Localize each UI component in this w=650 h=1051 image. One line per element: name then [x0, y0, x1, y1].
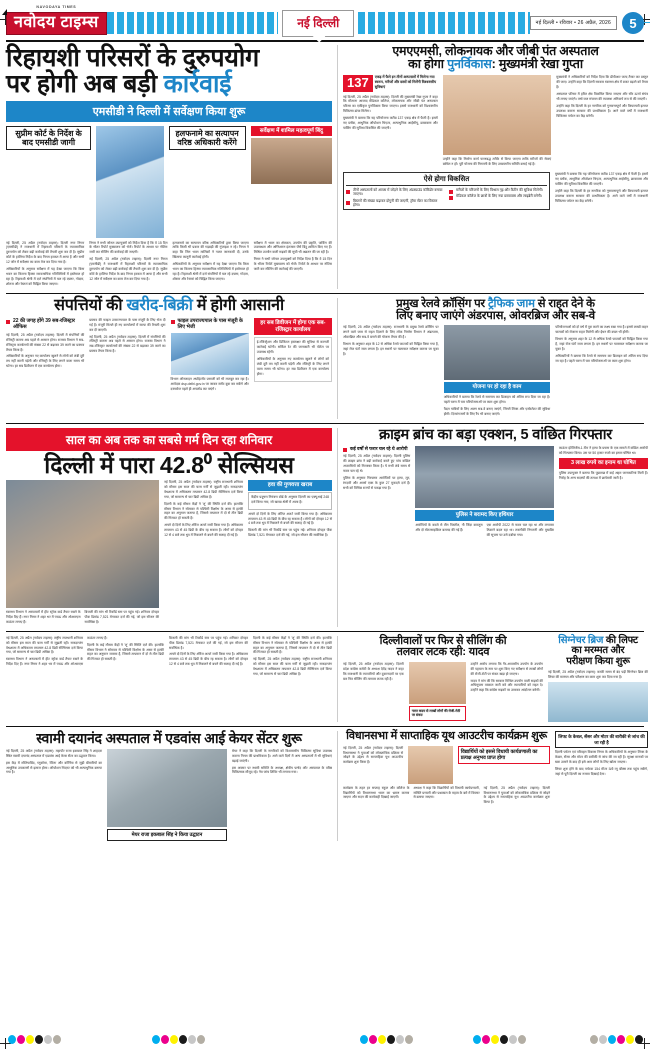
heat-story: [6, 428, 332, 627]
sealing-photo-yadav: [409, 662, 466, 704]
property-col-2: प्रस्ताव की फाइल उपराज्यपाल के पास मंजूरी के लिए भेज दी गई है। मंजूरी मिलते ही नए कार्यालयों में स्टाफ की तैनाती शुरू कर दी जाएगी। नई दिल्ली, 25 अप्रैल (नवोदय टाइम्स): दिल्ली में संपत्तियों की रजिस्ट्री कराना अब पहले से आसान होगा। राजस्व विभाग ने सब-रजिस्ट्रार कार्यालयों की संख्या 22 से बढ़ाकर 39 करने का प्रस्ताव तैयार किया है।: [89, 317, 166, 354]
railway-photo-traffic: [444, 325, 551, 380]
lead-subhead-2: हलफनामे का सत्यापन वरिष्ठ अधिकारी करेंगे: [169, 126, 246, 150]
property-row: [6, 318, 332, 394]
railway-col-2: योजना पर हो रहा है काम अधिकारियों ने बताया कि रेलवे से समन्वय कर डिजाइन को अंतिम रूप दिया जा रहा है। पहले चरण में चार परियोजनाओं पर काम शुरू होगा। पैदल यात्रियों के लिए अलग सब-वे बनाए जाएंगे, जिनमें लिफ्ट और एस्केलेटर की सुविधा होगी। दिव्यांगजनों के लिए रैंप भी बनाए जाएंगे।: [444, 325, 551, 419]
railway-headline-line2: लिए बनाए जाएंगे अंडरपास, ओवरब्रिज और सब-वे: [396, 310, 595, 322]
assembly-box-text: विद्यार्थियों को इससे विधायी कार्यप्रणाली का प्रत्यक्ष अनुभव प्राप्त होगा: [460, 748, 538, 761]
sealing-headline-line1: दिल्लीवालों पर फिर से सीलिंग की: [379, 634, 507, 647]
assembly-photo-speaker: [408, 746, 453, 784]
newspaper-logo[interactable]: [6, 4, 107, 35]
masthead-rule: [6, 40, 644, 42]
sealing-col-3: उन्होंने आरोप लगाया कि गैर-आवासीय उपयोग के उपयोग की पहचान के नाम पर शुरू किए गए सर्वेक्षण से लाखों लोगों की रोजी-रोटी पर संकट खड़ा हो जाएगा। यादव ने मांग की कि सरकार मिश्रित उपयोग वाली सड़कों की अधिसूचना तत्काल जारी करे और व्यापारियों को राहत दे। उन्होंने कहा कि कांग्रेस सड़कों पर उतरकर आंदोलन करेगी।: [470, 661, 543, 693]
lead-headline: [6, 45, 332, 98]
heat-cont-col-1: नई दिल्ली, 25 अप्रैल (नवोदय टाइम्स): राष्ट्रीय राजधानी शनिवार को मौसम इस साल की चरम गर्मी से जूझती रही। सफदरजंग वेधशाला में अधिकतम तापमान 42.8 डिग्री सेल्सियस दर्ज किया गया, जो सामान्य से चार डिग्री अधिक है। स्वास्थ्य विभाग ने अस्पतालों में हीट स्ट्रोक वार्ड तैयार रखने के निर्देश दिए हैं। नगर निगम ने शहर भर में प्याऊ और ओआरएस काउंटर लगाए हैं। दिल्ली के कई मौसम केंद्रों ने 'लू' की स्थिति दर्ज की। हालांकि मौसम विभाग ने सोमवार से पश्चिमी विक्षोभ के असर से हल्की राहत का अनुमान जताया है, जिससे तापमान में दो से तीन डिग्री की गिरावट हो सकती है।: [6, 635, 164, 667]
eye-headline: स्वामी दयानंद अस्पताल में एडवांस आई केयर सेंटर शुरू: [36, 730, 302, 747]
cm-col-2: [443, 75, 552, 169]
eye-col-photo: [107, 749, 227, 841]
top-section: [6, 44, 649, 289]
assembly-top: [343, 731, 648, 805]
bridge-headline-line3: परीक्षण किया शुरू: [566, 655, 630, 667]
eye-story: [6, 731, 332, 841]
crime-subhead: 3 लाख रुपये का इनाम था घोषित: [559, 458, 648, 469]
cm-box-items: [346, 188, 547, 207]
railway-box-heading: योजना पर हो रहा है काम: [444, 382, 551, 393]
cm-photo-rekha-gupta: [443, 75, 552, 155]
lead-col-3: हलफनामे का सत्यापन वरिष्ठ अधिकारियों द्वारा किया जाएगा ताकि किसी भी प्रकार की गड़बड़ी की गुंजाइश न रहे। निगम ने कहा कि जिन भवन मालिकों ने गलत जानकारी दी, उनके खिलाफ कानूनी कार्रवाई होगी। अधिकारियों के अनुसार सर्वेक्षण में यह देखा जाएगा कि किस भवन का कितना हिस्सा व्यावसायिक गतिविधियों में इस्तेमाल हो रहा है। रिहायशी श्रेणी में दर्ज संपत्तियों में चल रहे दफ्तर, गोदाम, शोरूम और रेस्तरां को चिह्नित किया जाएगा।: [172, 240, 249, 282]
lead-headline-line1: रिहायशी परिसरों के दुरुपयोग: [6, 44, 260, 72]
cm-box-item: बिस्तरों की संख्या बढ़ाकर दोगुनी की जाएगी, ट्रॉमा सेंटर का विस्तार होगा।: [346, 199, 444, 208]
cm-col-1-text: नई दिल्ली, 25 अप्रैल (नवोदय टाइम्स): दिल्ली की मुख्यमंत्री रेखा गुप्ता ने कहा कि मौलाना आजाद मेडिकल कॉलेज, लोकनायक और जीबी पंत अस्पताल परिसर का एकीकृत पुनर्विकास किया जाएगा। इससे राजधानी को विश्वस्तरीय चिकित्सा ढांचा मिलेगा। मुख्यमंत्री ने बताया कि यह परियोजना करीब 137 एकड़ क्षेत्र में फैली है। इसमें नए ब्लॉक, आधुनिक ऑपरेशन थिएटर, अत्याधुनिक आईसीयू, छात्रावास और पार्किंग की सुविधा विकसित की जाएगी।: [343, 94, 438, 131]
heat-banner: साल का अब तक का सबसे गर्म दिन रहा शनिवार: [6, 428, 332, 451]
dateline: नई दिल्ली • रविवार • 26 अप्रैल, 2026: [530, 16, 617, 30]
heat-cont-col-3: दिल्ली के कई मौसम केंद्रों ने 'लू' की स्थिति दर्ज की। हालांकि मौसम विभाग ने सोमवार से पश्चिमी विक्षोभ के असर से हल्की राहत का अनुमान जताया है, जिससे तापमान में दो से तीन डिग्री की गिरावट हो सकती है। नई दिल्ली, 25 अप्रैल (नवोदय टाइम्स): राष्ट्रीय राजधानी शनिवार को मौसम इस साल की चरम गर्मी से जूझती रही। सफदरजंग वेधशाला में अधिकतम तापमान 42.8 डिग्री सेल्सियस दर्ज किया गया, जो सामान्य से चार डिग्री अधिक है।: [253, 635, 332, 677]
eye-caption: मेयर राजा इकबाल सिंह ने किया उद्घाटन: [107, 829, 227, 841]
eye-photo-inauguration: [107, 749, 227, 827]
cm-col-3: मुख्यमंत्री ने अधिकारियों को निर्देश दिया कि डीपीआर जल्द तैयार कर प्रस्तुत की जाए। उन्होंने कहा कि दिल्ली सरकार स्वास्थ्य क्षेत्र में बजट बढ़ाने को तैयार है। अस्पताल परिसर में हरित क्षेत्र विकसित किया जाएगा और सौर ऊर्जा संयंत्र भी लगाए जाएंगे। वर्षा जल संचयन की व्यवस्था अनिवार्य रूप से की जाएगी। उन्होंने कहा कि दिल्ली के हर नागरिक को गुणवत्तापूर्ण और किफायती इलाज उपलब्ध कराना सरकार की प्राथमिकता है। आने वाले वर्षों में राजधानी चिकित्सा पर्यटन का केंद्र बनेगी।: [556, 75, 649, 118]
heat-col-2: नई दिल्ली, 25 अप्रैल (नवोदय टाइम्स): राष्ट्रीय राजधानी शनिवार को मौसम इस साल की चरम गर्मी से जूझती रही। सफदरजंग वेधशाला में अधिकतम तापमान 42.8 डिग्री सेल्सियस दर्ज किया गया, जो सामान्य से चार डिग्री अधिक है। दिल्ली के कई मौसम केंद्रों ने 'लू' की स्थिति दर्ज की। हालांकि मौसम विभाग ने सोमवार से पश्चिमी विक्षोभ के असर से हल्की राहत का अनुमान जताया है, जिससे तापमान में दो से तीन डिग्री की गिरावट हो सकती है। अगले दो दिनों के लिए ऑरेंज अलर्ट जारी किया गया है। अधिकतम तापमान 43 से 45 डिग्री के बीच रह सकता है। लोगों को दोपहर 12 से 4 बजे तक धूप में निकलने से बचने की सलाह दी गई है।: [164, 479, 244, 538]
heat-photo-women: [6, 480, 159, 608]
heat-cont-col-2: बिजली की मांग भी रिकॉर्ड स्तर पर पहुंच गई। शनिवार दोपहर पीक डिमांड 7,521 मेगावाट दर्ज की गई, जो इस सीजन की सर्वाधिक है। अगले दो दिनों के लिए ऑरेंज अलर्ट जारी किया गया है। अधिकतम तापमान 43 से 45 डिग्री के बीच रह सकता है। लोगों को दोपहर 12 से 4 बजे तक धूप में निकलने से बचने की सलाह दी गई है।: [169, 635, 248, 667]
cm-box-heading: ऐसे होगा विकसित: [346, 175, 547, 186]
section-divider-4: [6, 726, 644, 727]
lower-divider: [337, 636, 338, 722]
sealing-headline-line2: तलवार लटक रही: यादव: [396, 646, 490, 659]
bridge-headline: [548, 636, 648, 668]
edition-tab[interactable]: [282, 10, 354, 37]
bottom-section: [6, 730, 648, 841]
property-bullet-1: 22 की जगह होंगे 39 सब-रजिस्ट्रार ऑफिस: [6, 318, 84, 330]
property-col-4: हर सब डिवीजन में होगा एक सब-रजिस्ट्रार कार्यालय ई-रजिस्ट्रेशन और डिजिटल हस्ताक्षर की सुविधा से कागजी कार्रवाई घटेगी। सर्किल रेट की जानकारी भी पोर्टल पर उपलब्ध रहेगी। अधिकारियों के अनुसार नए कार्यालय खुलने से लोगों को लंबी दूरी तय नहीं करनी पड़ेगी और रजिस्ट्री के लिए लगने वाला समय भी घटेगा। हर सब डिवीजन में एक कार्यालय होगा।: [254, 318, 332, 382]
lead-story: [6, 45, 332, 289]
sealing-col-photo: [409, 662, 466, 721]
heat-crime-divider: [337, 428, 338, 627]
section-divider-3: [6, 631, 644, 632]
property-story: [6, 298, 332, 419]
assembly-box: [458, 746, 550, 765]
heat-row: [6, 480, 332, 627]
section-divider-2: [6, 423, 644, 424]
masthead: [6, 4, 644, 38]
bridge-continuation: [555, 731, 648, 805]
cm-headline-line1: एमएएमसी, लोकनायक और जीबी पंत अस्पताल: [392, 44, 599, 58]
property-box-heading: हर सब डिवीजन में होगा एक सब-रजिस्ट्रार कार्यालय: [254, 318, 332, 336]
lead-body: [6, 241, 332, 289]
crime-col-3: काउंटर इंटेलिजेंस-1 टीम ने हत्या के प्रयास के एक मामले में वांछित आरोपी को गिरफ्तार किया। उस पर 50 हजार रुपये का इनाम घोषित था। 3 लाख रुपये का इनाम था घोषित पुलिस उपायुक्त ने बताया कि पूछताछ में कई अहम जानकारियां मिली हैं। गिरोह के अन्य सदस्यों की तलाश में छापेमारी जारी है।: [558, 445, 648, 480]
railway-row: [343, 325, 648, 419]
railway-headline-line1: प्रमुख रेलवे क्रॉसिंग पर ट्रैफिक जाम से राहत देने के: [396, 297, 595, 310]
crime-headline: क्राइम ब्रांच का बड़ा एक्शन, 5 वांछित गिरफ्तार: [378, 426, 613, 443]
crime-photo-police: [415, 446, 554, 508]
newspaper-page: [0, 4, 650, 1051]
cm-col-2-text: उन्होंने कहा कि निर्माण कार्य चरणबद्ध तरीके से किया जाएगा ताकि मरीजों की सेवाएं बाधित न हों। पूरी योजना की निगरानी के लिए उच्चस्तरीय समिति बनाई गई है।: [442, 157, 552, 167]
heat-col-3: हवा की गुणवत्ता खराब केंद्रीय प्रदूषण नियंत्रण बोर्ड के अनुसार दिल्ली का एक्यूआई 248 दर्ज किया गया, जो खराब श्रेणी में आता है। अगले दो दिनों के लिए ऑरेंज अलर्ट जारी किया गया है। अधिकतम तापमान 43 से 45 डिग्री के बीच रह सकता है। लोगों को दोपहर 12 से 4 बजे तक धूप में निकलने से बचने की सलाह दी गई है। बिजली की मांग भी रिकॉर्ड स्तर पर पहुंच गई। शनिवार दोपहर पीक डिमांड 7,521 मेगावाट दर्ज की गई, जो इस सीजन की सर्वाधिक है।: [248, 481, 332, 538]
masthead-bars-left: [107, 12, 278, 34]
lead-subhead-row: [6, 126, 332, 238]
logo-text: नवोदय टाइम्स: [6, 12, 107, 35]
top-divider: [337, 45, 338, 289]
heat-headline: दिल्ली में पारा 42.8⁰ सेल्सियस: [44, 451, 294, 478]
crime-row: [343, 446, 648, 538]
property-col-3: फाइल उपराज्यपाल के पास मंजूरी के लिए भेजी विभाग ऑनलाइन अपॉइंटमेंट प्रणाली को भी मजबूत कर रहा है। आवेदक dsp.delhi.gov.in पर जाकर स्लॉट बुक कर सकेंगे और दस्तावेज पहले ही अपलोड कर पाएंगे।: [170, 317, 249, 391]
cm-upper: [343, 75, 648, 169]
acreage-badge-text: एकड़ में फैले इन तीनों अस्पतालों में मिलेगा नया स्वरूप, मरीजों और छात्रों को मिलेंगी विश्वस्तरीय सुविधाएं: [374, 75, 437, 89]
railway-col-1: नई दिल्ली, 25 अप्रैल (नवोदय टाइम्स): राजधानी के प्रमुख रेलवे क्रॉसिंग पर लगने वाले जाम से राहत दिलाने के लिए लोक निर्माण विभाग ने अंडरपास, ओवरब्रिज और सब-वे बनाने की योजना तैयार की है। विभाग के अनुसार शहर के 12 से अधिक रेलवे फाटकों को चिह्नित किया गया है, जहां रोज घंटों जाम लगता है। इन स्थानों पर यातायात सर्वेक्षण कराया जा चुका है।: [343, 325, 439, 356]
bridge-text: नई दिल्ली, 25 अप्रैल (नवोदय टाइम्स): काफी समय से बंद पड़ी सिग्नेचर ब्रिज की लिफ्ट की मरम्मत और परीक्षण का काम शुरू कर दिया गया है।: [548, 670, 648, 680]
railway-story: [343, 298, 648, 419]
assembly-headline: विधानसभा में साप्ताहिक यूथ आउटरीच कार्यक्रम शुरू: [346, 730, 547, 743]
sealing-col-1: नई दिल्ली, 25 अप्रैल (नवोदय टाइम्स): दिल्ली प्रदेश कांग्रेस कमेटी के अध्यक्ष देवेंद्र यादव ने कहा कि राजधानी के व्यापारियों और दुकानदारों पर एक बार फिर सीलिंग की तलवार लटक रही है।: [343, 661, 404, 681]
eye-col-3: मेयर ने कहा कि दिल्ली के नागरिकों को विश्वस्तरीय चिकित्सा सुविधा उपलब्ध कराना निगम की प्राथमिकता है। आने वाले दिनों में अन्य अस्पतालों में भी सुविधाएं बढ़ाई जाएंगी। इस अवसर पर स्थायी समिति के अध्यक्ष, क्षेत्रीय पार्षद और अस्पताल के वरिष्ठ चिकित्सक मौजूद रहे। नेत्र जांच शिविर भी लगाया गया।: [232, 748, 332, 775]
assembly-body: कार्यक्रम के तहत हर सप्ताह स्कूल और कॉलेज के विद्यार्थियों को विधानसभा भवन का भ्रमण कराया जाएगा और सदन की कार्यवाही दिखाई जाएगी। अध्यक्ष ने कहा कि विद्यार्थियों को विधायी कार्यप्रणाली, समिति प्रणाली और प्रश्नकाल के महत्व के बारे में विस्तार से बताया जाएगा। नई दिल्ली, 25 अप्रैल (नवोदय टाइम्स): दिल्ली विधानसभा ने युवाओं को लोकतांत्रिक प्रक्रिया से जोड़ने के उद्देश्य से साप्ताहिक यूथ आउटरीच कार्यक्रम शुरू किया है।: [343, 785, 550, 805]
aqi-box-text: केंद्रीय प्रदूषण नियंत्रण बोर्ड के अनुसार दिल्ली का एक्यूआई 248 दर्ज किया गया, जो खराब श्रेणी में आता है।: [248, 492, 332, 510]
cm-badge-row: [343, 75, 438, 91]
bridge-col-text: दिल्ली पर्यटन एवं परिवहन विकास निगम के अधिकारियों के अनुसार लिफ्ट के केबल, सेंसर और मोटर की बारीकी से जांच की जा रही है। सुरक्षा मानकों पर खरा उतरने के बाद ही इसे आम लोगों के लिए खोला जाएगा। लिफ्ट शुरू होने के बाद पर्यटक 154 मीटर ऊंचे व्यू बॉक्स तक पहुंच सकेंगे, जहां से पूरी दिल्ली का नजारा दिखाई देगा।: [555, 750, 648, 777]
heat-cont-row: [6, 636, 332, 680]
property-headline: संपत्तियों की खरीद-बिक्री में होगी आसानी: [54, 296, 284, 314]
aqi-box-heading: हवा की गुणवत्ता खराब: [248, 480, 332, 491]
eye-col-1: नई दिल्ली, 25 अप्रैल (नवोदय टाइम्स): महापौर राजा इकबाल सिंह ने शाहदरा स्थित स्वामी दयानंद अस्पताल में एडवांस आई केयर सेंटर का उद्घाटन किया। इस केंद्र में मोतियाबिंद, ग्लूकोमा, रेटिना और कॉर्निया से जुड़ी बीमारियों का आधुनिक उपकरणों से इलाज होगा। ऑपरेशन थिएटर को भी अत्याधुनिक बनाया गया है।: [6, 748, 102, 775]
mid-divider: [337, 298, 338, 419]
lead-subhead-3: सर्वेक्षण में शामिल महत्वपूर्ण बिंदु: [251, 126, 332, 137]
cm-lower: [343, 172, 648, 210]
railway-col-3: परियोजनाओं को दो वर्ष में पूरा करने का लक्ष्य रखा गया है। इससे लाखों वाहन चालकों को रोजाना राहत मिलेगी और ईंधन की बचत भी होगी। विभाग के अनुसार शहर के 12 से अधिक रेलवे फाटकों को चिह्नित किया गया है, जहां रोज घंटों जाम लगता है। इन स्थानों पर यातायात सर्वेक्षण कराया जा चुका है। अधिकारियों ने बताया कि रेलवे से समन्वय कर डिजाइन को अंतिम रूप दिया जा रहा है। पहले चरण में चार परियोजनाओं पर काम शुरू होगा।: [555, 325, 649, 363]
cm-box-item: तीनों अस्पतालों को आपस में जोड़ने के लिए अंडरग्राउंड कॉरिडोर बनाया जाएगा।: [346, 188, 444, 197]
railway-headline: [343, 298, 648, 322]
heat-crime-section: [6, 426, 648, 627]
bottom-divider: [337, 731, 338, 841]
sealing-bridge-row: [343, 636, 648, 722]
lead-subhead-1: सुप्रीम कोर्ट के निर्देश के बाद एमसीडी जागी: [6, 126, 91, 150]
lead-photo-aerial: [251, 138, 332, 184]
lead-subbanner: एमसीडी ने दिल्ली में सर्वेक्षण किया शुरू: [6, 101, 332, 122]
sealing-story: [343, 636, 543, 721]
page-number-badge: 5: [622, 12, 644, 34]
crime-col-2: पुलिस ने बरामद किए हथियार आरोपियों के कब्जे से तीन पिस्तौल, नौ जिंदा कारतूस और दो मोटरसाइकिल बरामद की गई हैं। एक आरोपी 2022 से फरार चल रहा था और लगातार ठिकाने बदल रहा था। तकनीकी निगरानी और मुखबिर की सूचना पर उसे दबोचा गया।: [415, 446, 554, 538]
edition-label: नई दिल्ली: [297, 15, 340, 30]
crime-box-heading: पुलिस ने बरामद किए हथियार: [415, 510, 554, 521]
lead-col-4: सर्वेक्षण में भवन का क्षेत्रफल, उपयोग की प्रकृति, पार्किंग की उपलब्धता और अग्निशमन इंतजाम जैसे बिंदु शामिल किए गए हैं। मिश्रित उपयोग वाली सड़कों की सूची भी अद्यतन की जा रही है। निगम ने सभी जोनल उपायुक्तों को निर्देश दिया है कि वे 15 दिन के भीतर रिपोर्ट मुख्यालय को भेजें। रिपोर्ट के आधार पर नोटिस जारी कर सीलिंग की कार्रवाई की जाएगी।: [253, 240, 332, 272]
heat-col-photo: स्वास्थ्य विभाग ने अस्पतालों में हीट स्ट्रोक वार्ड तैयार रखने के निर्देश दिए हैं। नगर निगम ने शहर भर में प्याऊ और ओआरएस काउंटर लगाए हैं। बिजली की मांग भी रिकॉर्ड स्तर पर पहुंच गई। शनिवार दोपहर पीक डिमांड 7,521 मेगावाट दर्ज की गई, जो इस सीजन की सर्वाधिक है।: [6, 480, 159, 627]
assembly-col-photo: [408, 746, 453, 784]
assembly-main: [343, 731, 550, 805]
crime-bullet: कई वर्षों से फरार चल रहे थे आरोपी: [343, 446, 410, 452]
property-bullet-2: फाइल उपराज्यपाल के पास मंजूरी के लिए भेजी: [171, 318, 249, 330]
property-photo-registry: [171, 333, 249, 375]
cm-headline-line2: का होगा पुनर्विकास: मुख्यमंत्री रेखा गुप्ता: [408, 57, 583, 72]
lead-photo-building: [96, 126, 163, 238]
lead-col-1: नई दिल्ली, 25 अप्रैल (नवोदय टाइम्स): दिल्ली नगर निगम (एमसीडी) ने राजधानी में रिहायशी परिसरों के व्यावसायिक दुरुपयोग को लेकर बड़ी कार्रवाई की तैयारी शुरू कर दी है। सुप्रीम कोर्ट के हालिया निर्देश के बाद निगम हरकत में आया है और सभी 12 जोन में सर्वेक्षण का काम तेज कर दिया गया है। अधिकारियों के अनुसार सर्वेक्षण में यह देखा जाएगा कि किस भवन का कितना हिस्सा व्यावसायिक गतिविधियों में इस्तेमाल हो रहा है। रिहायशी श्रेणी में दर्ज संपत्तियों में चल रहे दफ्तर, गोदाम, शोरूम और रेस्तरां को चिह्नित किया जाएगा।: [6, 240, 85, 286]
assembly-story: [343, 731, 648, 841]
sealing-headline: [343, 636, 543, 659]
bridge-headline-line1: सिग्नेचर ब्रिज की लिफ्ट: [558, 634, 638, 646]
bridge-headline-line2: का मरम्मत और: [571, 645, 625, 657]
mid-section: [6, 296, 649, 419]
bridge-photo-signature-bridge: [548, 682, 648, 722]
crime-story: [343, 428, 648, 627]
lead-headline-line2: पर होगी अब बड़ी कार्रवाई: [6, 70, 232, 99]
bridge-story: [548, 636, 648, 722]
cm-development-box: [343, 172, 550, 210]
masthead-bars-right: [358, 12, 529, 34]
cmyk-registration-strip: [0, 1035, 650, 1045]
crime-col-1: कई वर्षों से फरार चल रहे थे आरोपी नई दिल्ली, 25 अप्रैल (नवोदय टाइम्स): दिल्ली पुलिस की क्राइम ब्रांच ने बड़ी कार्रवाई करते हुए पांच वांछित अपराधियों को गिरफ्तार किया है। ये सभी लंबे समय से फरार चल रहे थे। पुलिस के अनुसार गिरफ्तार आरोपियों पर हत्या, लूट, रंगदारी और आर्म्स एक्ट के कुल 27 मुकदमे दर्ज हैं। सभी को विभिन्न राज्यों से पकड़ा गया है।: [343, 445, 411, 491]
cm-headline: [343, 45, 648, 71]
cm-box-item: मरीजों के परिजनों के लिए विश्राम गृह और कैंटीन की सुविधा मिलेगी।: [449, 188, 547, 192]
heat-continuation: [6, 636, 332, 722]
cm-col-4: मुख्यमंत्री ने बताया कि यह परियोजना करीब 137 एकड़ क्षेत्र में फैली है। इसमें नए ब्लॉक, आधुनिक ऑपरेशन थिएटर, अत्याधुनिक आईसीयू, छात्रावास और पार्किंग की सुविधा विकसित की जाएगी। उन्होंने कहा कि दिल्ली के हर नागरिक को गुणवत्तापूर्ण और किफायती इलाज उपलब्ध कराना सरकार की प्राथमिकता है। आने वाले वर्षों में राजधानी चिकित्सा पर्यटन का केंद्र बनेगी।: [555, 172, 648, 203]
cm-box-item: मेडिकल कॉलेज के छात्रों के लिए नया छात्रावास और लाइब्रेरी बनेगी।: [449, 194, 547, 198]
logo-tagline: NAVODAYA TIMES: [36, 4, 77, 9]
acreage-badge: 137: [343, 75, 373, 91]
eye-row: [6, 749, 332, 841]
cm-story: [343, 45, 648, 289]
sealing-bridge-wrap: [343, 636, 648, 722]
cm-col-1: [343, 75, 438, 169]
section-divider-1: [6, 293, 644, 294]
lower-section: [6, 634, 648, 722]
assembly-col-1: नई दिल्ली, 25 अप्रैल (नवोदय टाइम्स): दिल्ली विधानसभा ने युवाओं को लोकतांत्रिक प्रक्रिया से जोड़ने के उद्देश्य से साप्ताहिक यूथ आउटरीच कार्यक्रम शुरू किया है।: [343, 745, 404, 765]
sealing-caption: गलत कदम से लाखों लोगों की रोजी-रोटी पर संकट: [409, 706, 466, 721]
property-col-1: 22 की जगह होंगे 39 सब-रजिस्ट्रार ऑफिस नई दिल्ली, 25 अप्रैल (नवोदय टाइम्स): दिल्ली में संपत्तियों की रजिस्ट्री कराना अब पहले से आसान होगा। राजस्व विभाग ने सब-रजिस्ट्रार कार्यालयों की संख्या 22 से बढ़ाकर 39 करने का प्रस्ताव तैयार किया है। अधिकारियों के अनुसार नए कार्यालय खुलने से लोगों को लंबी दूरी तय नहीं करनी पड़ेगी और रजिस्ट्री के लिए लगने वाला समय भी घटेगा। हर सब डिवीजन में एक कार्यालय होगा।: [6, 317, 85, 369]
lead-col-2: निगम ने सभी जोनल उपायुक्तों को निर्देश दिया है कि वे 15 दिन के भीतर रिपोर्ट मुख्यालय को भेजें। रिपोर्ट के आधार पर नोटिस जारी कर सीलिंग की कार्रवाई की जाएगी। नई दिल्ली, 25 अप्रैल (नवोदय टाइम्स): दिल्ली नगर निगम (एमसीडी) ने राजधानी में रिहायशी परिसरों के व्यावसायिक दुरुपयोग को लेकर बड़ी कार्रवाई की तैयारी शुरू कर दी है। सुप्रीम कोर्ट के हालिया निर्देश के बाद निगम हरकत में आया है और सभी 12 जोन में सर्वेक्षण का काम तेज कर दिया गया है।: [89, 240, 168, 282]
bridge-box-text: लिफ्ट के केबल, सेंसर और मोटर की बारीकी से जांच की जा रही है: [555, 731, 648, 748]
